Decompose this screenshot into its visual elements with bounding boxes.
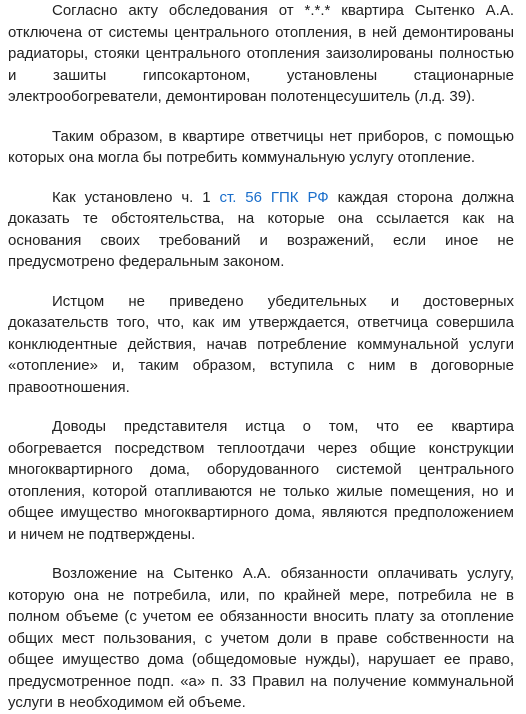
paragraph-inspection-act: Согласно акту обследования от *.*.* квартира Сытенко А.А. отключена от системы центрального отопления, в ней демонтированы радиаторы, стояки центрального отопления заизолированы полностью и зашиты гипсокартоном, установлены стационарные электрообогреватели, демонтирован полотенцесушитель (л.д. 39).: [8, 2, 514, 105]
paragraph-obligation: Возложение на Сытенко А.А. обязанности оплачивать услугу, которую она не потребила, или, по крайней мере, потребила не в полном объеме (с учетом ее обязанности вносить плату за отопление общих мест пользования, с учетом доли в праве собственности на общее имущество дома (общедомовые нужды), нарушает ее право, предусмотренное подп. «а» п. 33 Правил на получение коммунальной услуги в необходимом ей объеме.: [8, 565, 514, 711]
paragraph-burden-of-proof-lead: Как установлено ч. 1: [52, 188, 220, 206]
paragraph-plaintiff-arguments: Доводы представителя истца о том, что ее квартира обогревается посредством теплоотдачи через общие конструкции многоквартирного дома, оборудованного системой центрального отопления, которой отапливаются не только жилые помещения, но и общее имущество многоквартирного дома, являются предположением и ничем не подтверждены.: [8, 418, 514, 543]
paragraph-no-evidence: Истцом не приведено убедительных и достоверных доказательств того, что, как им утверждается, ответчица совершила конклюдентные действия, начав потребление коммунальной услуги «отопление» и, таким образом, вступила с ним в договорные правоотношения.: [8, 292, 514, 396]
paragraph-burden-of-proof: [8, 187, 514, 273]
paragraph-no-devices: Таким образом, в квартире ответчицы нет приборов, с помощью которых она могла бы потребить коммунальную услугу отопление.: [8, 127, 514, 166]
paragraph-burden-of-proof-rest: каждая сторона должна доказать те обстоятельства, на которые она ссылается как на основания своих требований и возражений, если иное не предусмотрено федеральным законом.: [8, 188, 514, 270]
law-article-link[interactable]: ст. 56 ГПК РФ: [219, 188, 329, 206]
